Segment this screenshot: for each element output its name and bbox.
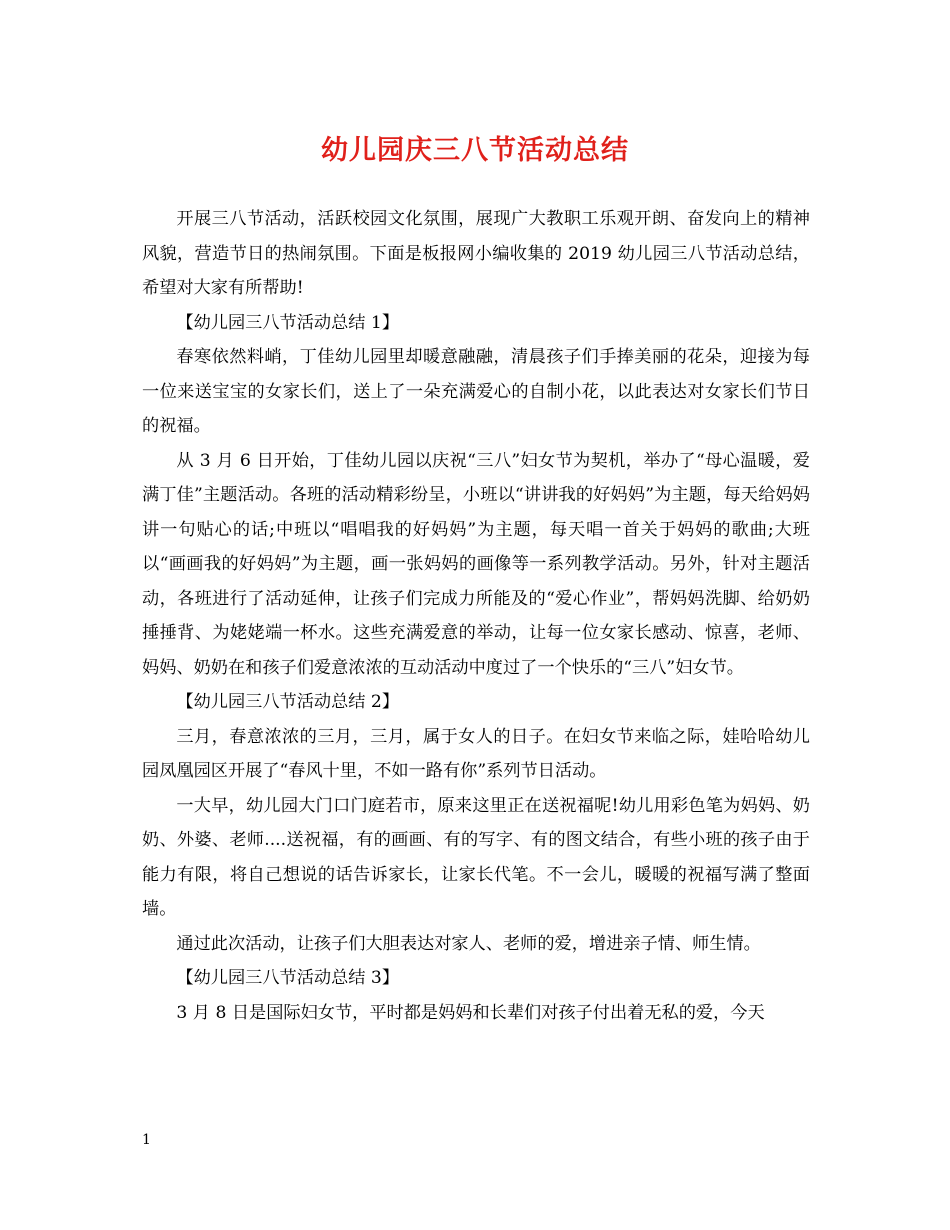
paragraph: 从 3 月 6 日开始，丁佳幼儿园以庆祝“三八”妇女节为契机，举办了“母心温暖，爱满丁佳”主题活动。各班的活动精彩纷呈，小班以“讲讲我的好妈妈”为主题，每天给妈妈讲一句贴心的话;中班以“唱唱我的好妈妈”为主题，每天唱一首关于妈妈的歌曲;大班以“画画我的好妈妈”为主题，画一张妈妈的画像等一系列教学活动。另外，针对主题活动，各班进行了活动延伸，让孩子们完成力所能及的“爱心作业”，帮妈妈洗脚、给奶奶捶捶背、为姥姥端一杯水。这些充满爱意的举动，让每一位女家长感动、惊喜，老师、妈妈、奶奶在和孩子们爱意浓浓的互动活动中度过了一个快乐的“三八”妇女节。 bbox=[142, 450, 810, 678]
document-body bbox=[142, 202, 810, 1030]
page-number: 1 bbox=[142, 1132, 151, 1148]
section-heading-2: 【幼儿园三八节活动总结 2】 bbox=[176, 692, 400, 712]
document-title: 幼儿园庆三八节活动总结 bbox=[321, 135, 629, 166]
paragraph: 通过此次活动，让孩子们大胆表达对家人、老师的爱，增进亲子情、师生情。 bbox=[176, 933, 761, 954]
section-heading-3: 【幼儿园三八节活动总结 3】 bbox=[176, 968, 400, 988]
paragraph: 春寒依然料峭，丁佳幼儿园里却暖意融融，清晨孩子们手捧美丽的花朵，迎接为每一位来送宝宝的女家长们，送上了一朵充满爱心的自制小花，以此表达对女家长们节日的祝福。 bbox=[142, 347, 810, 436]
paragraph: 一大早，幼儿园大门口门庭若市，原来这里正在送祝福呢!幼儿用彩色笔为妈妈、奶奶、外婆、老师....送祝福，有的画画、有的写字、有的图文结合，有些小班的孩子由于能力有限，将自己想说的话告诉家长，让家长代笔。不一会儿，暖暖的祝福写满了整面墙。 bbox=[142, 795, 810, 919]
section-heading-1: 【幼儿园三八节活动总结 1】 bbox=[176, 312, 400, 333]
paragraph: 三月，春意浓浓的三月，三月，属于女人的日子。在妇女节来临之际，娃哈哈幼儿园凤凰园区开展了“春风十里，不如一路有你”系列节日活动。 bbox=[142, 726, 810, 781]
paragraph-intro: 开展三八节活动，活跃校园文化氛围，展现广大教职工乐观开朗、奋发向上的精神风貌，营造节日的热闹氛围。下面是板报网小编收集的 2019 幼儿园三八节活动总结，希望对大家有所帮助! bbox=[142, 209, 810, 298]
paragraph: 3 月 8 日是国际妇女节，平时都是妈妈和长辈们对孩子付出着无私的爱，今天 bbox=[176, 1002, 765, 1023]
